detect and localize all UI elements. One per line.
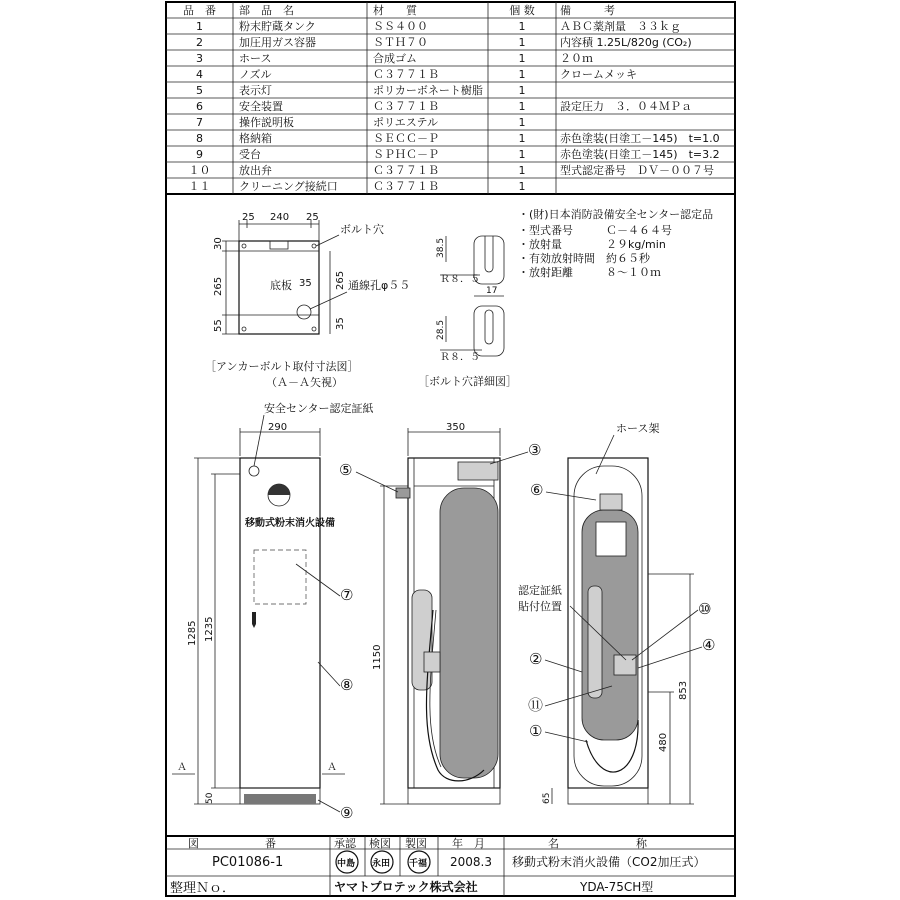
callout-1: ① <box>529 722 543 740</box>
table-cell: 9 <box>196 148 203 161</box>
table-cell: クリーニング接続口 <box>239 180 338 193</box>
table-cell: 表示灯 <box>239 84 272 97</box>
table-cell: ポリカーボネート樹脂 <box>373 84 483 97</box>
table-cell: ノズル <box>239 68 272 81</box>
tb-h-approve: 承認 <box>334 837 356 850</box>
table-cell: 1 <box>196 20 203 33</box>
cabinet-label: 移動式粉末消火設備 <box>245 518 335 529</box>
table-cell: Ｃ３７７１Ｂ <box>373 100 439 113</box>
interior-dim-853: 853 <box>678 680 689 700</box>
bolt-radius-a: Ｒ８．５ <box>440 274 480 285</box>
table-cell: 1 <box>518 148 526 161</box>
interior-dim-480: 480 <box>658 732 669 752</box>
spec-4: ・有効放射時間 約６５秒 <box>518 252 650 265</box>
table-cell: クロームメッキ <box>560 68 637 81</box>
spec-2: ・型式番号 Ｃ－４６４号 <box>518 224 672 237</box>
section-mark-right: Ａ <box>327 762 337 773</box>
dim-top-240: 240 <box>270 212 290 223</box>
bolt-dim-b: 28.5 <box>436 319 446 340</box>
table-cell: 1 <box>518 52 526 65</box>
tb-drawing-no: PC01086-1 <box>212 855 284 870</box>
label-cert-pos-1: 認定証紙 <box>518 584 562 597</box>
table-cell: 6 <box>196 100 203 113</box>
table-header-cell: 備 考 <box>560 4 615 17</box>
label-wire-hole: 通線孔φ５５ <box>348 279 411 292</box>
table-cell: 1 <box>518 116 526 129</box>
tb-h-check: 検図 <box>369 837 391 850</box>
table-cell: １０ <box>188 164 211 177</box>
table-cell: 1 <box>518 100 526 113</box>
table-cell: 1 <box>518 36 526 49</box>
table-cell: 7 <box>196 116 203 129</box>
front-dim-50: 50 <box>205 792 215 804</box>
table-header-cell: 個 数 <box>509 4 535 17</box>
bolt-radius-b: Ｒ８．５ <box>440 352 480 363</box>
bolt-dim-a: 38.5 <box>436 237 446 258</box>
label-cert-paper: 安全センター認定証紙 <box>264 402 374 415</box>
table-cell: 1 <box>518 164 526 177</box>
table-cell: 放出弁 <box>239 164 272 177</box>
front-dim-290: 290 <box>268 422 288 433</box>
table-header-cell: 材 質 <box>373 4 417 17</box>
spec-1: ・(財)日本消防設備安全センター認定品 <box>518 208 714 221</box>
bolt-caption: ［ボルト穴詳細図］ <box>418 375 517 388</box>
table-cell: Ｃ３７７１Ｂ <box>373 180 439 193</box>
table-cell: Ｃ３７７１Ｂ <box>373 68 439 81</box>
indicator-lamp-front <box>249 466 259 476</box>
table-cell: 2 <box>196 36 203 49</box>
table-cell: 合成ゴム <box>373 52 417 65</box>
side-dim-350: 350 <box>446 422 466 433</box>
table-cell: 格納箱 <box>239 132 272 145</box>
callout-11: ⑪ <box>528 696 544 714</box>
table-header-cell: 部 品 名 <box>239 4 294 17</box>
callout-9: ⑨ <box>340 804 354 822</box>
callout-5: ⑤ <box>339 461 353 479</box>
section-mark-left: Ａ <box>177 762 187 773</box>
tb-stamp-draw: 千福 <box>409 859 428 869</box>
bolt-dim-17: 17 <box>486 286 498 296</box>
powder-tank-side <box>440 488 498 778</box>
table-cell: 1 <box>518 180 526 193</box>
table-cell: 4 <box>196 68 203 81</box>
table-cell: 1 <box>518 84 526 97</box>
indicator-lamp-side <box>396 488 410 498</box>
table-cell: 受台 <box>239 148 261 161</box>
table-cell: ＳＰＨＣ－Ｐ <box>373 148 439 161</box>
dim-top-25a: 25 <box>242 212 255 223</box>
table-cell: 赤色塗装(日塗工－145) t=3.2 <box>560 148 720 161</box>
anchor-caption-2: （Ａ－Ａ矢視） <box>266 376 343 389</box>
dim-inner-35b: 35 <box>335 317 346 330</box>
parts-table <box>166 2 735 194</box>
callout-10: ⑩ <box>698 600 712 618</box>
tb-name: 移動式粉末消火設備（CO2加圧式） <box>512 855 706 869</box>
front-dim-1235: 1235 <box>204 616 215 642</box>
side-dim-1150: 1150 <box>372 644 383 670</box>
table-cell: Ｃ３７７１Ｂ <box>373 164 439 177</box>
table-cell: １１ <box>188 180 211 193</box>
front-dim-1285: 1285 <box>187 620 198 646</box>
spec-3: ・放射量 ２９kg/min <box>518 238 666 251</box>
table-cell: 1 <box>518 68 526 81</box>
table-cell: 3 <box>196 52 203 65</box>
table-cell: 操作説明板 <box>239 116 294 129</box>
tb-h-draw: 製図 <box>405 837 427 850</box>
table-cell: 加圧用ガス容器 <box>239 36 316 49</box>
tb-stamp-approve: 中島 <box>337 859 356 869</box>
table-header-cell: 品 番 <box>183 4 216 17</box>
gas-bottle-side <box>412 590 432 690</box>
table-cell: ＳＳ４００ <box>373 20 428 33</box>
callout-6: ⑥ <box>530 481 544 499</box>
hose-rack-side <box>458 462 498 480</box>
dim-left-265: 265 <box>213 276 224 296</box>
table-cell: ２０ｍ <box>560 52 593 65</box>
callout-3: ③ <box>528 441 542 459</box>
table-cell: 1 <box>518 132 526 145</box>
tb-h-name: 名 称 <box>548 837 647 850</box>
tb-h-date: 年 月 <box>452 837 485 850</box>
bolt-hole-detail <box>418 236 517 388</box>
table-cell: ＳＥＣＣ－Ｐ <box>373 132 439 145</box>
tb-date: 2008.3 <box>450 855 492 869</box>
table-cell: ＡＢＣ薬剤量 ３３ｋｇ <box>560 20 681 33</box>
label-cert-pos-2: 貼付位置 <box>518 600 562 613</box>
table-cell: 5 <box>196 84 203 97</box>
table-cell: 粉末貯蔵タンク <box>239 20 316 33</box>
table-cell: 内容積 1.25L/820g (CO₂) <box>560 36 692 49</box>
anchor-caption-1: ［アンカーボルト取付寸法図］ <box>205 360 359 373</box>
tb-company: ヤマトプロテック株式会社 <box>334 880 478 894</box>
base-side <box>408 788 500 804</box>
table-cell: ＳＴＨ７０ <box>373 36 428 49</box>
callout-8: ⑧ <box>340 676 354 694</box>
title-block <box>166 836 735 896</box>
tb-stamp-check: 永田 <box>372 859 391 869</box>
specs-list <box>518 207 713 279</box>
tb-h-drawing-no: 図 番 <box>188 837 276 850</box>
tb-reg-no: 整理Ｎｏ． <box>170 881 236 896</box>
table-cell: 1 <box>518 20 526 33</box>
tb-model: YDA-75CH型 <box>580 880 654 894</box>
table-cell: 安全装置 <box>239 100 283 113</box>
side-view <box>372 422 500 804</box>
label-bottom-plate: 底板 <box>270 279 292 292</box>
callout-7: ⑦ <box>340 586 354 604</box>
callout-2: ② <box>529 650 543 668</box>
dim-left-55: 55 <box>213 319 224 332</box>
dim-top-25b: 25 <box>306 212 319 223</box>
spec-5: ・放射距離 ８～１０ｍ <box>518 266 661 279</box>
table-cell: ホース <box>239 52 272 65</box>
table-cell: 型式認定番号 ＤＶ－００７号 <box>560 164 714 177</box>
interior-view <box>518 421 694 804</box>
label-bolt-hole: ボルト穴 <box>340 223 384 236</box>
table-cell: 設定圧力 ３．０４ＭＰａ <box>560 100 692 113</box>
table-cell: 赤色塗装(日塗工－145) t=1.0 <box>560 132 720 145</box>
label-hose-rack: ホース架 <box>616 422 660 435</box>
callouts <box>296 441 715 822</box>
callout-4: ④ <box>702 636 716 654</box>
gas-bottle-interior <box>588 586 602 698</box>
dim-inner-265: 265 <box>335 270 346 290</box>
anchor-bolt-drawing <box>205 212 410 389</box>
base-interior <box>568 788 648 804</box>
dim-inner-35a: 35 <box>299 278 312 289</box>
interior-dim-65: 65 <box>542 792 552 804</box>
table-cell: 8 <box>196 132 203 145</box>
table-cell: ポリエステル <box>373 116 439 129</box>
dim-left-30: 30 <box>213 237 224 250</box>
